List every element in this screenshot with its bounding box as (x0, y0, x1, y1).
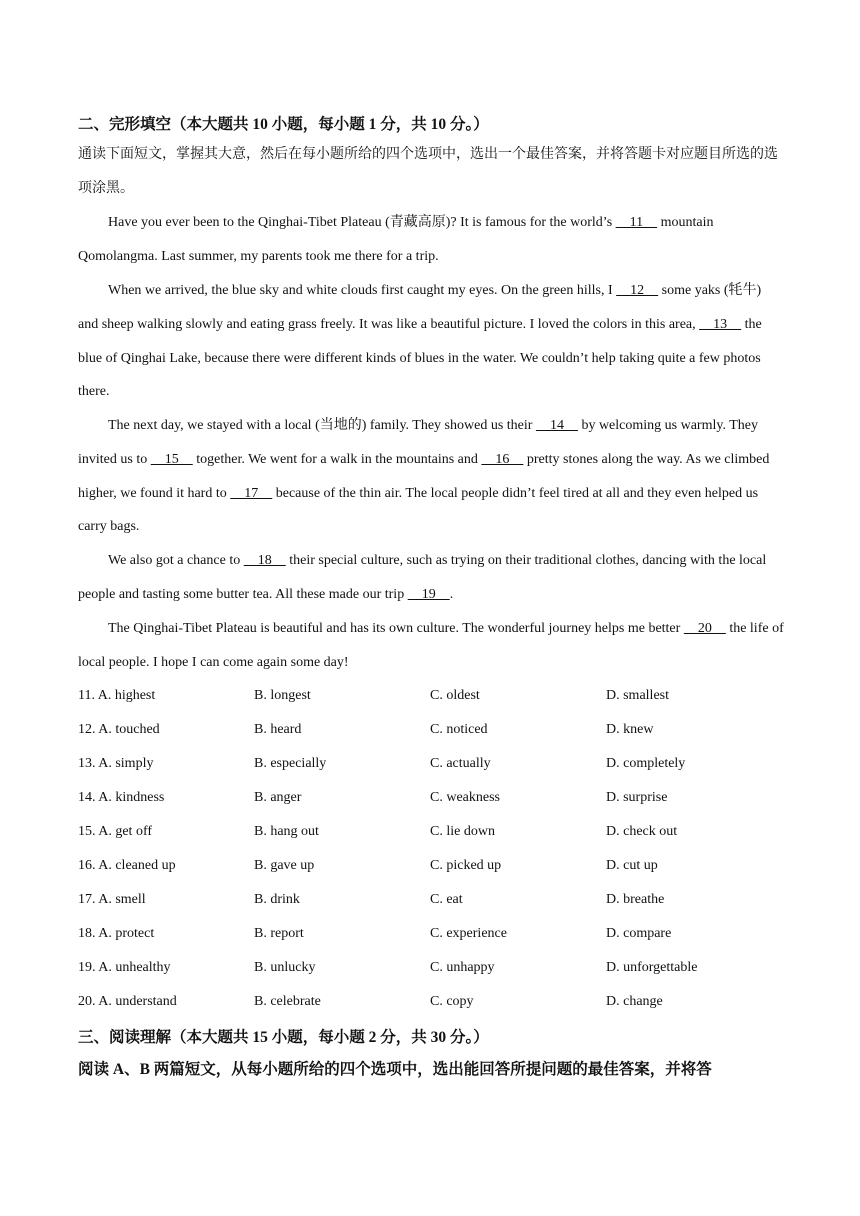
options-row-17 (78, 892, 788, 926)
option-c: C. copy (430, 994, 474, 1009)
paragraph-text: pretty stones along the way. As we climbed higher, we found it hard to (78, 451, 770, 501)
blank-13: 13 (699, 316, 742, 332)
option-c: C. unhappy (430, 960, 495, 975)
option-a: 18. A. protect (78, 926, 155, 941)
paragraph-5 (78, 612, 784, 680)
blank-12: 12 (616, 283, 659, 298)
options-row-13 (78, 756, 788, 790)
paragraph-text: We also got a chance to (108, 553, 244, 568)
options-row-14 (78, 790, 788, 824)
blank-17: 17 (230, 485, 273, 501)
options-row-18 (78, 926, 788, 960)
option-d: D. knew (606, 722, 654, 737)
blank-18: 18 (243, 553, 286, 568)
option-b: B. especially (254, 756, 327, 771)
option-c: C. oldest (430, 688, 480, 703)
blank-11: 11 (615, 215, 658, 230)
section-2-instruction: 通读下面短文，掌握其大意，然后在每小题所给的四个选项中，选出一个最佳答案，并将答题卡对应题目所选的选项涂黑。 (78, 147, 778, 196)
paragraph-1 (78, 206, 784, 274)
option-b: B. anger (254, 790, 302, 805)
options-row-12 (78, 722, 788, 756)
paragraph-text: The Qinghai-Tibet Plateau is beautiful and has its own culture. The wonderful journey helps me better (108, 621, 684, 636)
option-b: B. heard (254, 722, 302, 737)
option-d: D. cut up (606, 858, 658, 873)
paragraph-text: the life of local people. I hope I can come again some day! (78, 621, 784, 670)
option-a: 13. A. simply (78, 756, 154, 771)
option-b: B. hang out (254, 824, 319, 839)
paragraph-text: . (449, 586, 454, 602)
option-a: 12. A. touched (78, 722, 160, 737)
blank-19: 19 (407, 586, 450, 602)
option-b: B. longest (254, 688, 311, 703)
paragraph-4 (78, 544, 784, 612)
option-c: C. noticed (430, 722, 488, 737)
options-row-11 (78, 688, 788, 722)
option-a: 15. A. get off (78, 824, 153, 839)
options-row-16 (78, 858, 788, 892)
option-c: C. weakness (430, 790, 500, 805)
option-c: C. eat (430, 892, 463, 907)
paragraph-text: mountain Qomolangma. Last summer, my parents took me there for a trip. (78, 215, 714, 264)
section-3-instruction: 阅读 A、B 两篇短文，从每小题所给的四个选项中，选出能回答所提问题的最佳答案，并将答 (78, 1061, 712, 1078)
option-b: B. celebrate (254, 994, 321, 1009)
option-d: D. surprise (606, 790, 668, 805)
option-c: C. lie down (430, 824, 495, 839)
paragraph-text: together. We went for a walk in the mountains and (192, 451, 482, 467)
paragraph-text: The next day, we stayed with a local (当地的) family. They showed us their (108, 418, 536, 433)
option-a: 20. A. understand (78, 994, 177, 1009)
paragraph-text: their special culture, such as trying on their traditional clothes, dancing with the local people and tasting some butter tea. All these made our trip (78, 553, 767, 602)
option-b: B. report (254, 926, 304, 941)
paragraph-text: because of the thin air. The local people didn’t feel tired at all and they even helped us carry bags. (78, 485, 759, 535)
option-d: D. completely (606, 756, 686, 771)
options-row-20 (78, 994, 788, 1028)
paragraph-text: some yaks (牦牛) and sheep walking slowly and eating grass freely. It was like a beautiful picture. I loved the colors in this area, (78, 283, 762, 332)
option-a: 11. A. highest (78, 688, 156, 703)
option-d: D. breathe (606, 892, 665, 907)
paragraph-3 (78, 409, 784, 544)
option-d: D. change (606, 994, 663, 1009)
paragraph-text: by welcoming us warmly. They invited us to (78, 418, 758, 467)
option-d: D. check out (606, 824, 678, 839)
option-a: 16. A. cleaned up (78, 858, 176, 873)
paragraph-text: the blue of Qinghai Lake, because there were different kinds of blues in the water. We couldn’t help taking quite a few photos there. (78, 316, 762, 400)
option-a: 14. A. kindness (78, 790, 165, 805)
options-row-19 (78, 960, 788, 994)
option-d: D. unforgettable (606, 960, 698, 975)
blank-15: 15 (150, 451, 193, 467)
section-3-title: 三、阅读理解（本大题共 15 小题，每小题 2 分，共 30 分。） (78, 1029, 489, 1046)
blank-20: 20 (683, 621, 726, 636)
paragraph-text: Have you ever been to the Qinghai-Tibet Plateau (青藏高原)? It is famous for the world’s (108, 215, 616, 230)
blank-14: 14 (535, 418, 578, 433)
paragraph-2 (78, 274, 784, 409)
option-a: 17. A. smell (78, 892, 146, 907)
option-a: 19. A. unhealthy (78, 960, 171, 975)
option-d: D. compare (606, 926, 672, 941)
option-d: D. smallest (606, 688, 669, 703)
option-c: C. picked up (430, 858, 502, 873)
option-b: B. unlucky (254, 960, 316, 975)
option-c: C. actually (430, 756, 491, 771)
paragraph-text: When we arrived, the blue sky and white clouds first caught my eyes. On the green hills, I (108, 283, 617, 298)
blank-16: 16 (481, 451, 524, 467)
options-row-15 (78, 824, 788, 858)
option-b: B. gave up (254, 858, 315, 873)
option-b: B. drink (254, 892, 300, 907)
option-c: C. experience (430, 926, 507, 941)
section-2-title: 二、完形填空（本大题共 10 小题，每小题 1 分，共 10 分。） (78, 116, 489, 133)
